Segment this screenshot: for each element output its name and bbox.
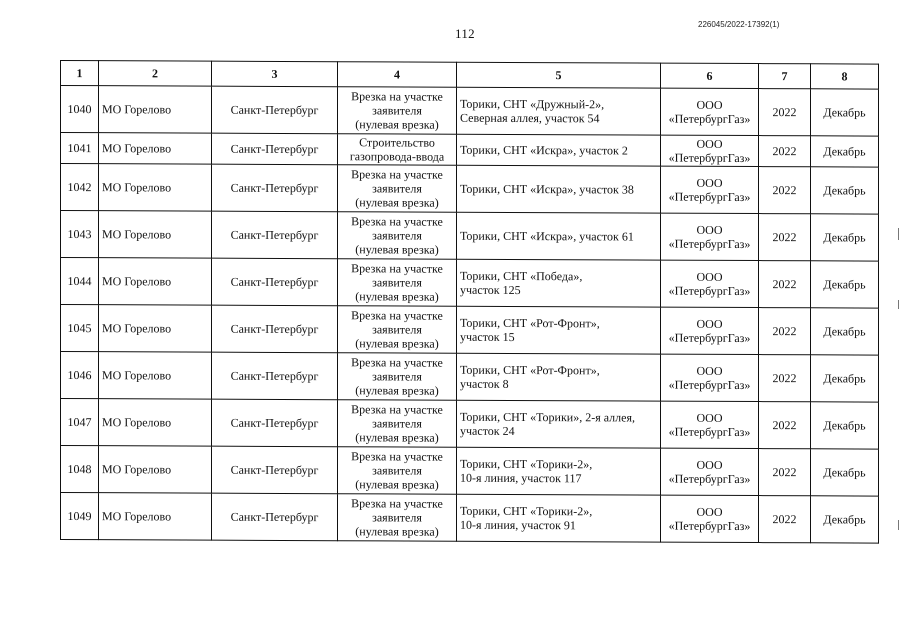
work-type-cell-line: заявителя — [372, 103, 422, 118]
organization-cell — [661, 88, 759, 135]
year-cell: 2022 — [759, 167, 811, 214]
address-cell-line: Торики, СНТ «Рот-Фронт», — [460, 362, 600, 378]
row-number-cell: 1047 — [61, 399, 99, 446]
address-cell-line: Торики, СНТ «Искра», участок 38 — [460, 181, 634, 197]
municipality-cell: МО Горелово — [99, 493, 212, 540]
address-cell-line: Торики, СНТ «Победа», — [460, 268, 583, 284]
work-type-cell — [338, 400, 457, 448]
work-type-cell — [338, 87, 457, 135]
work-type-cell-line: заявителя — [372, 369, 422, 384]
month-cell: Декабрь — [811, 496, 879, 543]
work-type-cell — [338, 134, 457, 166]
organization-cell-line: ООО — [696, 410, 723, 425]
year-cell: 2022 — [759, 136, 811, 167]
work-type-cell-line: Врезка на участке — [351, 308, 443, 323]
address-cell — [457, 353, 661, 401]
city-cell: Санкт-Петербург — [212, 133, 338, 165]
work-type-cell-line: (нулевая врезка) — [355, 195, 439, 210]
address-cell-line: Торики, СНТ «Торики-2», — [460, 456, 593, 472]
month-cell: Декабрь — [811, 214, 879, 261]
municipality-cell: МО Горелово — [99, 258, 212, 305]
year-cell: 2022 — [759, 449, 811, 496]
page-number: 112 — [455, 26, 475, 41]
work-type-cell — [338, 165, 457, 213]
municipality-cell: МО Горелово — [99, 211, 212, 258]
work-type-cell-line: заявителя — [372, 416, 422, 431]
work-type-cell-line: газопровода-ввода — [349, 149, 445, 164]
organization-cell-line: «ПетербургГаз» — [668, 330, 751, 346]
work-type-cell-line: заявителя — [372, 228, 422, 243]
work-type-cell-line: Врезка на участке — [351, 261, 443, 276]
work-type-cell — [338, 212, 457, 260]
address-cell-line: Торики, СНТ «Искра», участок 2 — [460, 142, 628, 158]
document-id: 226045/2022-17392(1) — [698, 20, 780, 29]
address-cell — [457, 306, 661, 354]
city-cell: Санкт-Петербург — [212, 211, 338, 259]
address-cell-line: Торики, СНТ «Торики-2», — [460, 503, 593, 519]
work-type-cell — [338, 306, 457, 354]
city-cell: Санкт-Петербург — [212, 446, 338, 494]
organization-cell-line: «ПетербургГаз» — [668, 471, 751, 487]
scan-mark — [898, 300, 899, 309]
work-type-cell-line: заявителя — [372, 181, 422, 196]
month-cell: Декабрь — [811, 449, 879, 496]
organization-cell-line: ООО — [696, 504, 723, 519]
city-cell: Санкт-Петербург — [212, 86, 338, 134]
municipality-cell: МО Горелово — [99, 352, 212, 399]
work-type-cell-line: (нулевая врезка) — [355, 477, 439, 492]
table-row — [61, 133, 879, 168]
address-cell-line: участок 125 — [460, 282, 521, 298]
work-type-cell-line: (нулевая врезка) — [355, 524, 439, 539]
city-cell: Санкт-Петербург — [212, 352, 338, 400]
work-type-cell-line: (нулевая врезка) — [355, 383, 439, 398]
organization-cell-line: «ПетербургГаз» — [668, 111, 751, 127]
address-cell-line: Северная аллея, участок 54 — [460, 110, 600, 126]
address-cell — [457, 165, 661, 213]
address-cell-line: Торики, СНТ «Торики», 2-я аллея, — [460, 409, 635, 425]
work-type-cell-line: заявителя — [372, 322, 422, 337]
organization-cell — [661, 401, 759, 448]
organization-cell — [661, 213, 759, 260]
municipality-cell: МО Горелово — [99, 399, 212, 446]
address-cell-line: участок 15 — [460, 329, 515, 344]
year-cell: 2022 — [759, 89, 811, 136]
month-cell: Декабрь — [811, 89, 879, 136]
header-row — [61, 61, 879, 90]
work-type-cell-line: (нулевая врезка) — [355, 242, 439, 257]
work-type-cell — [338, 353, 457, 401]
row-number-cell: 1042 — [61, 164, 99, 211]
organization-cell — [661, 260, 759, 307]
address-cell-line: 10-я линия, участок 91 — [460, 517, 576, 533]
organization-cell-line: ООО — [696, 269, 723, 284]
row-number-cell: 1043 — [61, 211, 99, 258]
column-header-2: 2 — [99, 61, 212, 86]
address-cell — [457, 87, 661, 135]
address-cell-line: Торики, СНТ «Рот-Фронт», — [460, 315, 600, 331]
month-cell: Декабрь — [811, 261, 879, 308]
organization-cell-line: «ПетербургГаз» — [668, 377, 751, 393]
work-type-cell — [338, 447, 457, 495]
year-cell: 2022 — [759, 214, 811, 261]
table-row — [61, 258, 879, 309]
address-cell — [457, 259, 661, 307]
address-cell — [457, 400, 661, 448]
organization-cell-line: «ПетербургГаз» — [668, 424, 751, 440]
registry-table — [60, 60, 879, 544]
organization-cell — [661, 495, 759, 542]
work-type-cell-line: заявителя — [372, 510, 422, 525]
column-header-3: 3 — [212, 61, 338, 87]
month-cell: Декабрь — [811, 355, 879, 402]
organization-cell-line: ООО — [696, 97, 723, 112]
organization-cell-line: ООО — [696, 222, 723, 237]
row-number-cell: 1041 — [61, 133, 99, 164]
work-type-cell-line: заявителя — [372, 275, 422, 290]
scan-mark — [898, 228, 899, 240]
municipality-cell: МО Горелово — [99, 133, 212, 164]
work-type-cell-line: Строительство — [359, 135, 435, 150]
column-header-7: 7 — [759, 64, 811, 89]
year-cell: 2022 — [759, 402, 811, 449]
organization-cell-line: ООО — [696, 363, 723, 378]
municipality-cell: МО Горелово — [99, 446, 212, 493]
table-row — [61, 399, 879, 450]
city-cell: Санкт-Петербург — [212, 305, 338, 353]
address-cell-line: 10-я линия, участок 117 — [460, 470, 582, 486]
work-type-cell-line: (нулевая врезка) — [355, 430, 439, 445]
work-type-cell-line: (нулевая врезка) — [355, 336, 439, 351]
organization-cell-line: «ПетербургГаз» — [668, 189, 751, 205]
organization-cell — [661, 448, 759, 495]
work-type-cell — [338, 259, 457, 307]
row-number-cell: 1040 — [61, 86, 99, 133]
table-row — [61, 211, 879, 262]
municipality-cell: МО Горелово — [99, 164, 212, 211]
work-type-cell-line: Врезка на участке — [351, 89, 443, 104]
address-cell — [457, 447, 661, 495]
month-cell: Декабрь — [811, 402, 879, 449]
address-cell-line: участок 24 — [460, 423, 515, 438]
work-type-cell-line: Врезка на участке — [351, 355, 443, 370]
column-header-1: 1 — [61, 61, 99, 86]
address-cell-line: участок 8 — [460, 376, 509, 391]
organization-cell — [661, 166, 759, 213]
organization-cell-line: ООО — [696, 175, 723, 190]
address-cell-line: Торики, СНТ «Искра», участок 61 — [460, 228, 634, 244]
organization-cell — [661, 135, 759, 166]
month-cell: Декабрь — [811, 308, 879, 355]
city-cell: Санкт-Петербург — [212, 493, 338, 541]
organization-cell — [661, 307, 759, 354]
work-type-cell-line: заявителя — [372, 463, 422, 478]
address-cell — [457, 134, 661, 166]
column-header-6: 6 — [661, 63, 759, 88]
organization-cell-line: ООО — [696, 457, 723, 472]
address-cell — [457, 494, 661, 542]
city-cell: Санкт-Петербург — [212, 399, 338, 447]
row-number-cell: 1048 — [61, 446, 99, 493]
municipality-cell: МО Горелово — [99, 86, 212, 133]
column-header-8: 8 — [811, 64, 879, 89]
year-cell: 2022 — [759, 496, 811, 543]
address-cell — [457, 212, 661, 260]
table-row — [61, 352, 879, 403]
work-type-cell-line: Врезка на участке — [351, 496, 443, 511]
organization-cell-line: «ПетербургГаз» — [668, 236, 751, 252]
year-cell: 2022 — [759, 355, 811, 402]
row-number-cell: 1049 — [61, 493, 99, 540]
column-header-4: 4 — [338, 62, 457, 88]
column-header-5: 5 — [457, 62, 661, 88]
work-type-cell-line: Врезка на участке — [351, 167, 443, 182]
row-number-cell: 1045 — [61, 305, 99, 352]
table-row — [61, 164, 879, 215]
table-row — [61, 446, 879, 497]
address-cell-line: Торики, СНТ «Дружный-2», — [460, 96, 605, 112]
organization-cell-line: «ПетербургГаз» — [668, 283, 751, 299]
work-type-cell-line: Врезка на участке — [351, 214, 443, 229]
row-number-cell: 1046 — [61, 352, 99, 399]
work-type-cell — [338, 494, 457, 542]
table-row — [61, 305, 879, 356]
organization-cell-line: ООО — [696, 136, 723, 151]
organization-cell-line: ООО — [696, 316, 723, 331]
work-type-cell-line: (нулевая врезка) — [355, 289, 439, 304]
city-cell: Санкт-Петербург — [212, 258, 338, 306]
month-cell: Декабрь — [811, 167, 879, 214]
scan-mark — [898, 520, 899, 530]
table-body — [61, 86, 879, 544]
organization-cell — [661, 354, 759, 401]
table-row — [61, 86, 879, 137]
month-cell: Декабрь — [811, 136, 879, 167]
year-cell: 2022 — [759, 261, 811, 308]
row-number-cell: 1044 — [61, 258, 99, 305]
table-row — [61, 493, 879, 544]
organization-cell-line: «ПетербургГаз» — [668, 518, 751, 534]
work-type-cell-line: (нулевая врезка) — [355, 117, 439, 132]
work-type-cell-line: Врезка на участке — [351, 402, 443, 417]
year-cell: 2022 — [759, 308, 811, 355]
city-cell: Санкт-Петербург — [212, 164, 338, 212]
municipality-cell: МО Горелово — [99, 305, 212, 352]
organization-cell-line: «ПетербургГаз» — [668, 150, 751, 166]
work-type-cell-line: Врезка на участке — [351, 449, 443, 464]
